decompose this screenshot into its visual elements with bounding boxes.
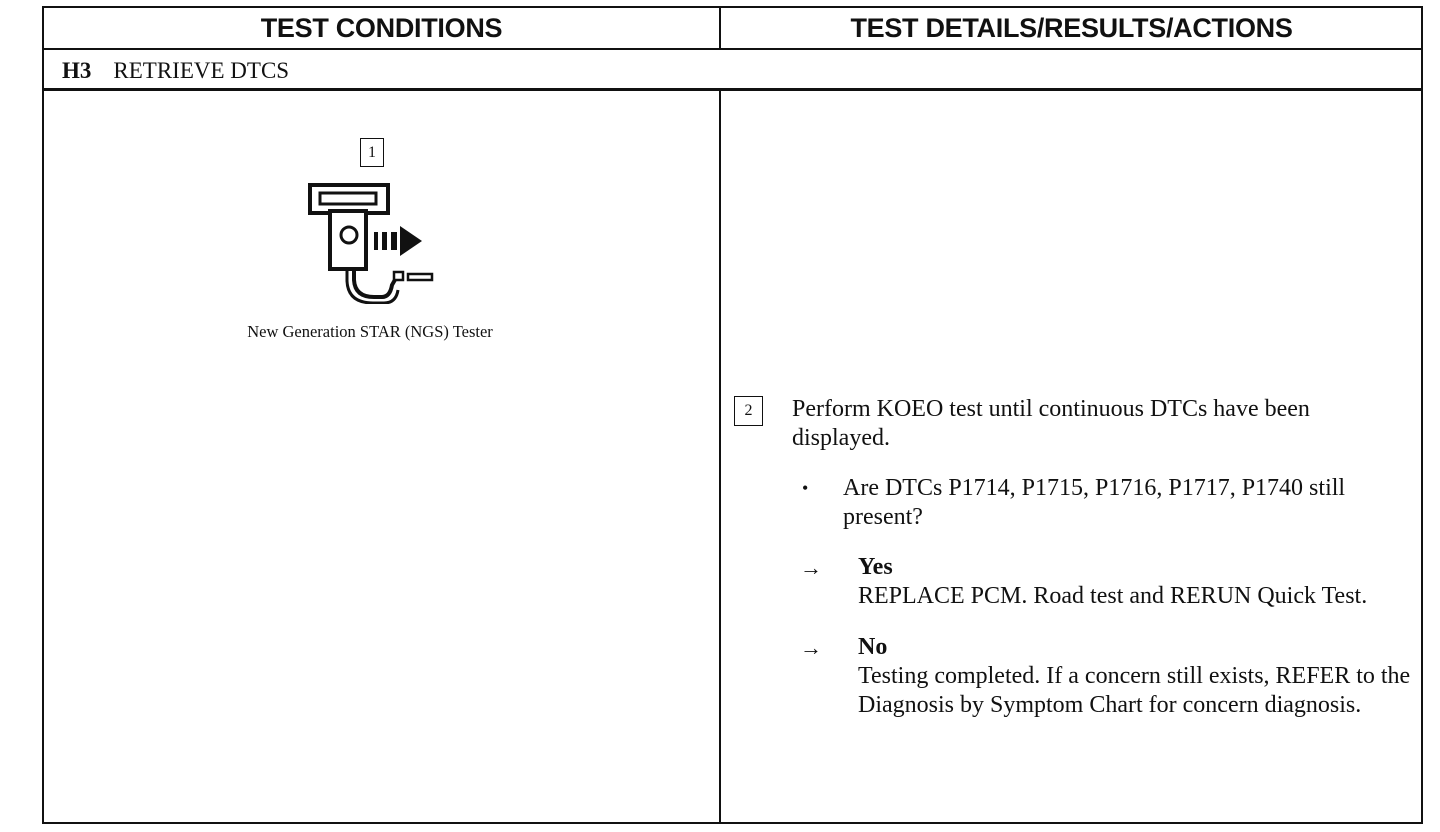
test-conditions-heading: TEST CONDITIONS [260, 12, 503, 43]
answer-no-label: No [858, 634, 888, 660]
instruction-text: Perform KOEO test until continuous DTCs have been displayed. [792, 396, 1310, 451]
step-title: RETRIEVE DTCS [113, 58, 290, 83]
step-title-row [62, 53, 289, 89]
question-item [792, 474, 1412, 532]
step-box-1: 1 [360, 138, 384, 167]
arrow-right-icon: → [800, 635, 822, 660]
answer-yes [792, 553, 1412, 611]
answer-no [792, 633, 1412, 720]
answer-no-action: Testing completed. If a concern still exists, REFER to the Diagnosis by Symptom Chart for concern diagnosis. [858, 663, 1411, 718]
step-id: H3 [62, 58, 92, 83]
arrow-right-icon: → [800, 555, 822, 580]
question-text: Are DTCs P1714, P1715, P1716, P1717, P1740 still present? [843, 475, 1346, 530]
header-rule [43, 48, 1422, 50]
column-divider-body [719, 90, 721, 823]
test-details-heading: TEST DETAILS/RESULTS/ACTIONS [850, 12, 1293, 43]
step-box-2: 2 [734, 396, 763, 426]
ngs-tester-icon [300, 182, 440, 309]
test-details [792, 395, 1412, 742]
bullet-icon: • [802, 478, 809, 498]
tester-caption: New Generation STAR (NGS) Tester [247, 322, 493, 341]
answer-yes-label: Yes [858, 554, 893, 580]
answer-yes-action: REPLACE PCM. Road test and RERUN Quick Test. [858, 583, 1368, 609]
